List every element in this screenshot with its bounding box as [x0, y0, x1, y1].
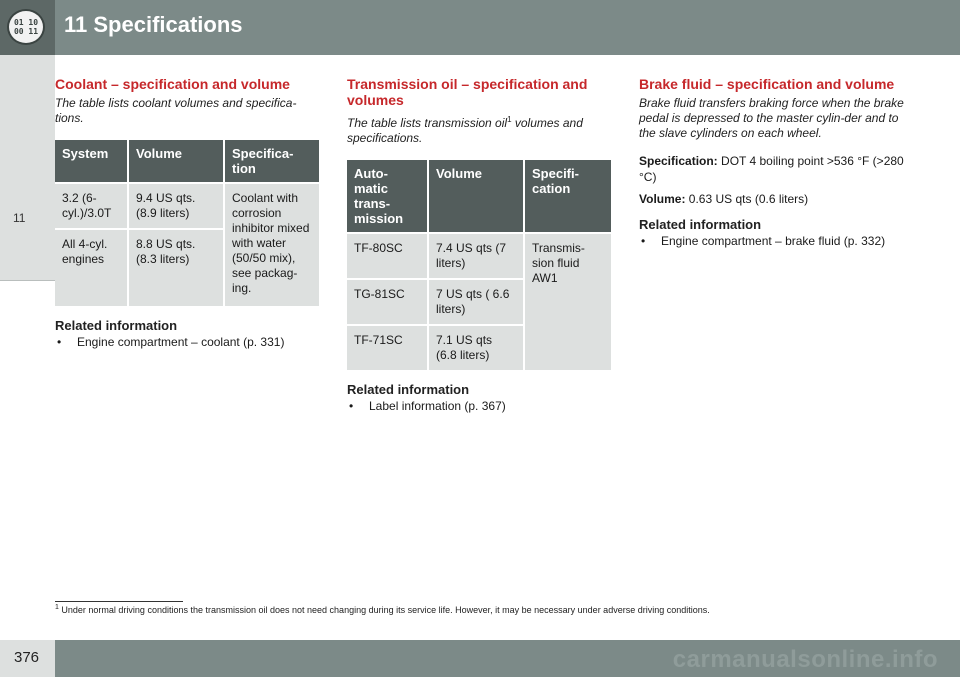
bullet-icon: •	[349, 399, 354, 413]
footnote-ref[interactable]: 1	[507, 115, 512, 124]
related-link[interactable]	[639, 234, 909, 249]
volume-cell: 8.8 US qts. (8.3 liters)	[129, 230, 223, 306]
spec-value: DOT 4 boiling point >536 °F (>280 °C)	[639, 154, 904, 184]
volume-cell: 7 US qts ( 6.6 liters)	[429, 280, 523, 324]
bullet-icon: •	[641, 234, 646, 248]
column-header: Volume	[429, 160, 523, 232]
transmission-cell: TF-71SC	[347, 326, 427, 370]
table-header-row	[55, 140, 319, 182]
chapter-side-tab	[0, 55, 55, 281]
page-number: 376	[14, 649, 40, 666]
intro-text: volumes and specifications.	[347, 116, 583, 145]
brake-title: Brake fluid – specification and volume	[639, 76, 895, 92]
bullet-icon: •	[57, 335, 62, 349]
system-cell: All 4-cyl. engines	[55, 230, 127, 306]
related-link[interactable]	[55, 335, 321, 350]
coolant-title: Coolant – specification and volume	[55, 76, 290, 92]
table-row	[55, 184, 319, 228]
transmission-cell: TG-81SC	[347, 280, 427, 324]
volume-label: Volume:	[639, 192, 686, 206]
related-link-text: Engine compartment – coolant (p. 331)	[77, 335, 285, 349]
transmission-related-heading: Related information	[347, 382, 470, 397]
intro-text: The table lists transmission oil	[347, 116, 508, 130]
chapter-number: 11	[13, 211, 26, 225]
page-header	[0, 0, 960, 55]
badge-line-2: 00 11	[13, 27, 39, 36]
transmission-title: Transmission oil – specification and volumes	[347, 76, 588, 108]
footnote-divider	[55, 601, 183, 602]
page-number-box	[0, 640, 55, 677]
chapter-title: 11 Specifications	[64, 12, 243, 37]
volume-cell: 9.4 US qts. (8.9 liters)	[129, 184, 223, 228]
table-row	[347, 234, 611, 278]
volume-cell: 7.4 US qts (7 liters)	[429, 234, 523, 278]
column-header: Volume	[129, 140, 223, 182]
brake-intro: Brake fluid transfers braking force when the brake pedal is depressed to the master cylin-der and to the slave cylinders on each wheel.	[639, 96, 904, 140]
coolant-related-heading: Related information	[55, 318, 178, 333]
coolant-section	[55, 76, 321, 350]
column-header: System	[55, 140, 127, 182]
brake-specification	[639, 153, 909, 185]
transmission-intro	[347, 112, 613, 146]
badge-line-1: 01 10	[13, 18, 39, 27]
footnote-text: Under normal driving conditions the transmission oil does not need changing during its service life. However, it may be necessary under adverse driving conditions.	[58, 605, 710, 615]
binary-badge-icon	[7, 9, 45, 45]
table-header-row	[347, 160, 611, 232]
chapter-badge-box	[0, 0, 55, 55]
column-header: Auto-matic trans-mission	[347, 160, 427, 232]
specification-cell: Transmis-sion fluid AW1	[525, 234, 611, 370]
related-link-text: Label information (p. 367)	[369, 399, 506, 413]
footnote	[55, 604, 710, 615]
brake-section	[639, 76, 909, 249]
coolant-intro: The table lists coolant volumes and specifica-tions.	[55, 96, 297, 125]
system-cell: 3.2 (6-cyl.)/3.0T	[55, 184, 127, 228]
transmission-cell: TF-80SC	[347, 234, 427, 278]
brake-volume	[639, 191, 909, 207]
transmission-table	[345, 158, 613, 372]
coolant-table	[53, 138, 321, 308]
column-header: Specifica-tion	[225, 140, 319, 182]
transmission-section	[347, 76, 613, 414]
related-link-text: Engine compartment – brake fluid (p. 332)	[661, 234, 886, 248]
watermark: carmanualsonline.info	[672, 646, 938, 673]
spec-label: Specification:	[639, 154, 718, 168]
specification-cell: Coolant with corrosion inhibitor mixed with water (50/50 mix), see packag-ing.	[225, 184, 319, 306]
brake-related-heading: Related information	[639, 217, 762, 232]
column-header: Specifi-cation	[525, 160, 611, 232]
footnote-marker: 1	[55, 604, 59, 611]
page-footer	[0, 640, 960, 677]
volume-value: 0.63 US qts (0.6 liters)	[685, 192, 809, 206]
volume-cell: 7.1 US qts (6.8 liters)	[429, 326, 523, 370]
related-link[interactable]	[347, 399, 613, 414]
